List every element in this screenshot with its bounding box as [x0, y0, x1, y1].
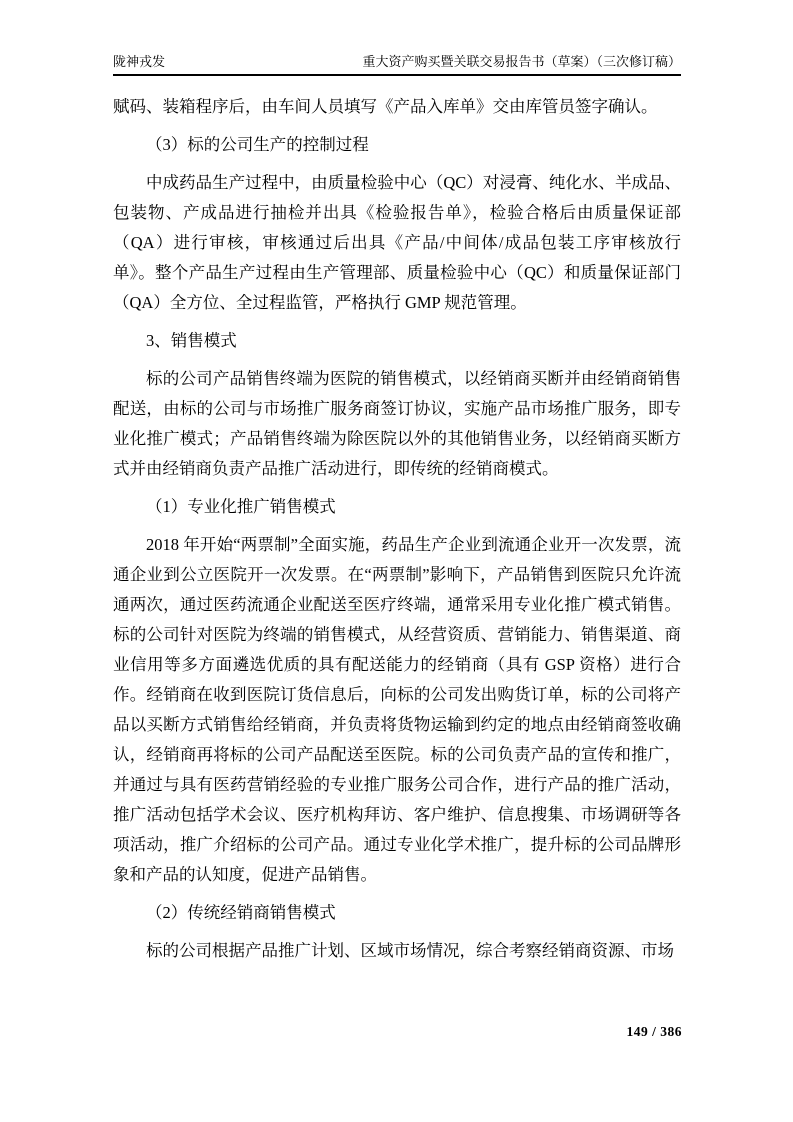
header-company-name: 陇神戎发 — [113, 54, 166, 69]
page-header — [113, 54, 681, 76]
page-number: 149 / 386 — [626, 1024, 682, 1039]
paragraph-qc-process: 中成药品生产过程中，由质量检验中心（QC）对浸膏、纯化水、半成品、包装物、产成品进行抽检并出具《检验报告单》，检验合格后由质量保证部（QA）进行审核，审核通过后出具《产品/中间体/成品包装工序审核放行单》。整个产品生产过程由生产管理部、质量检验中心（QC）和质量保证部门（QA）全方位、全过程监管，严格执行 GMP 规范管理。 — [113, 173, 681, 312]
section-heading-sales-model: 3、销售模式 — [146, 331, 237, 350]
document-body — [113, 92, 681, 974]
section-heading-production-control: （3）标的公司生产的控制过程 — [146, 135, 369, 154]
paragraph-professional-promotion-detail: 2018 年开始“两票制”全面实施，药品生产企业到流通企业开一次发票，流通企业到公立医院开一次发票。在“两票制”影响下，产品销售到医院只允许流通两次，通过医药流通企业配送至医疗终端，通常采用专业化推广模式销售。标的公司针对医院为终端的销售模式，从经营资质、营销能力、销售渠道、商业信用等多方面遴选优质的具有配送能力的经销商（具有 GSP 资格）进行合作。经销商在收到医院订货信息后，向标的公司发出购货订单，标的公司将产品以买断方式销售给经销商，并负责将货物运输到约定的地点由经销商签收确认，经销商再将标的公司产品配送至医院。标的公司负责产品的宣传和推广，并通过与具有医药营销经验的专业推广服务公司合作，进行产品的推广活动，推广活动包括学术会议、医疗机构拜访、客户维护、信息搜集、市场调研等各项活动，推广介绍标的公司产品。通过专业化学术推广，提升标的公司品牌形象和产品的认知度，促进产品销售。 — [113, 535, 681, 884]
paragraph-traditional-distributor-detail: 标的公司根据产品推广计划、区域市场情况，综合考察经销商资源、市场 — [146, 941, 674, 960]
section-heading-traditional-distributor-model: （2）传统经销商销售模式 — [146, 903, 336, 922]
paragraph-carryover: 赋码、装箱程序后，由车间人员填写《产品入库单》交由库管员签字确认。 — [113, 97, 658, 116]
header-report-title: 重大资产购买暨关联交易报告书（草案）（三次修订稿） — [362, 54, 681, 69]
paragraph-sales-model-overview: 标的公司产品销售终端为医院的销售模式，以经销商买断并由经销商销售配送，由标的公司与市场推广服务商签订协议，实施产品市场推广服务，即专业化推广模式；产品销售终端为除医院以外的其他销售业务，以经销商买断方式并由经销商负责产品推广活动进行，即传统的经销商模式。 — [113, 369, 681, 478]
section-heading-professional-promotion-model: （1）专业化推广销售模式 — [146, 497, 336, 516]
